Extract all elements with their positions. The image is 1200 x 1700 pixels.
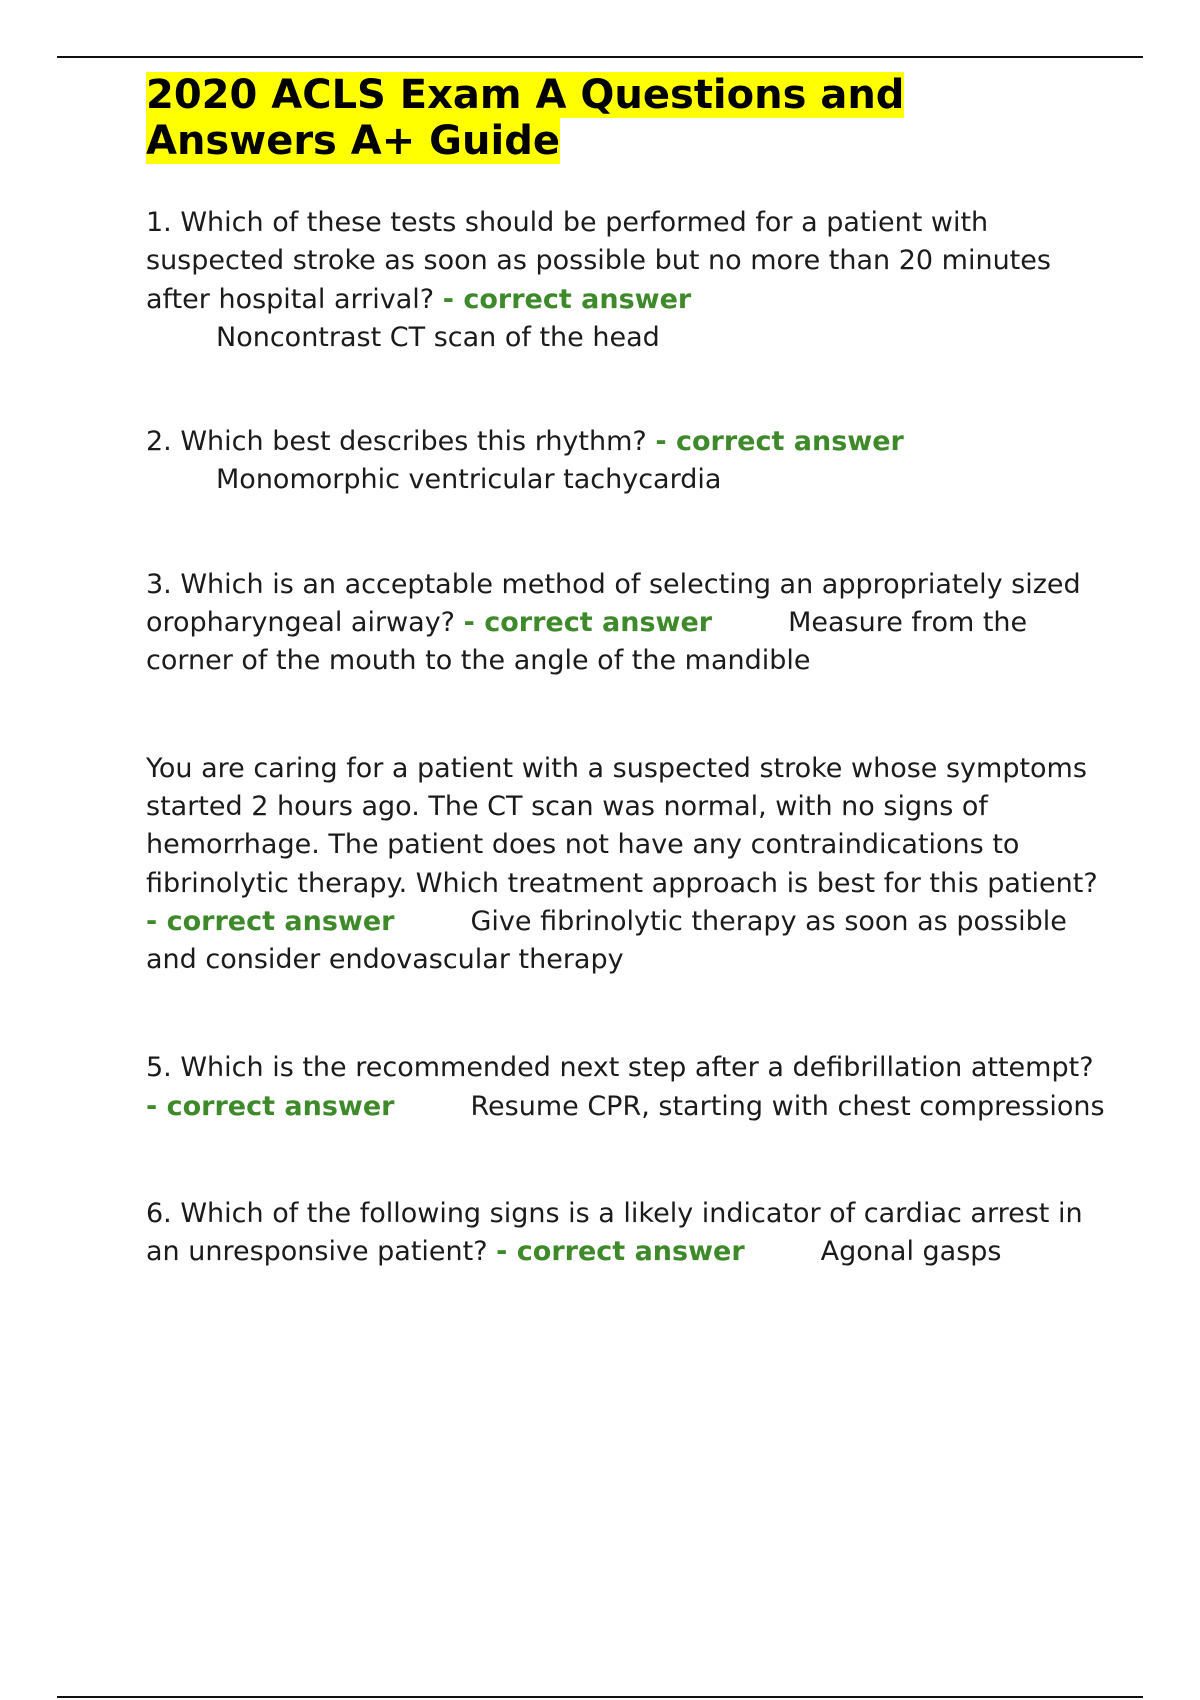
answer-text: Give fibrinolytic therapy as soon as possible and consider endovascular therapy (146, 905, 1067, 976)
document-body (146, 72, 1106, 1272)
title-line-1: 2020 ACLS Exam A Questions and (146, 72, 905, 118)
correct-answer-separator: - correct answer (463, 607, 713, 639)
question-text: You are caring for a patient with a suspected stroke whose symptoms started 2 hours ago. The CT scan was normal, with no signs of hemorrhage. The patient does not have any contraindications to fibrinolytic therapy. Which treatment approach is best for this patient? (146, 752, 1098, 899)
question-item-2 (146, 423, 1106, 500)
question-item-6 (146, 1195, 1106, 1272)
document-title (146, 72, 1106, 164)
title-line-2: Answers A+ Guide (146, 118, 560, 164)
correct-answer-separator: - correct answer (146, 1090, 395, 1122)
question-text: 2. Which best describes this rhythm? (146, 426, 647, 458)
question-text: 6. Which of the following signs is a likely indicator of cardiac arrest in an unresponsive patient? (146, 1198, 1083, 1268)
answer-text: Measure from the corner of the mouth to the angle of the mandible (146, 607, 1028, 677)
question-text: 1. Which of these tests should be performed for a patient with suspected stroke as soon as possible but no more than 20 minutes after hospital arrival? (146, 207, 1051, 315)
answer-text: Resume CPR, starting with chest compressions (470, 1090, 1105, 1122)
correct-answer-separator: - correct answer (442, 283, 692, 315)
correct-answer-separator: - correct answer (655, 426, 904, 458)
question-text: 3. Which is an acceptable method of selecting an appropriately sized oropharyngeal airway? (146, 568, 1081, 639)
answer-text: Monomorphic ventricular tachycardia (216, 464, 722, 496)
question-item-5 (146, 1049, 1106, 1126)
correct-answer-separator: - correct answer (146, 905, 395, 937)
question-text: 5. Which is the recommended next step after a defibrillation attempt? (146, 1052, 1094, 1084)
footer-rule (57, 1696, 1143, 1698)
answer-text: Noncontrast CT scan of the head (216, 321, 660, 353)
question-item-1 (146, 204, 1106, 357)
correct-answer-separator: - correct answer (496, 1236, 745, 1268)
question-item-4 (146, 750, 1106, 980)
question-item-3 (146, 566, 1106, 681)
answer-text: Agonal gasps (820, 1236, 1002, 1268)
header-rule (57, 56, 1143, 58)
